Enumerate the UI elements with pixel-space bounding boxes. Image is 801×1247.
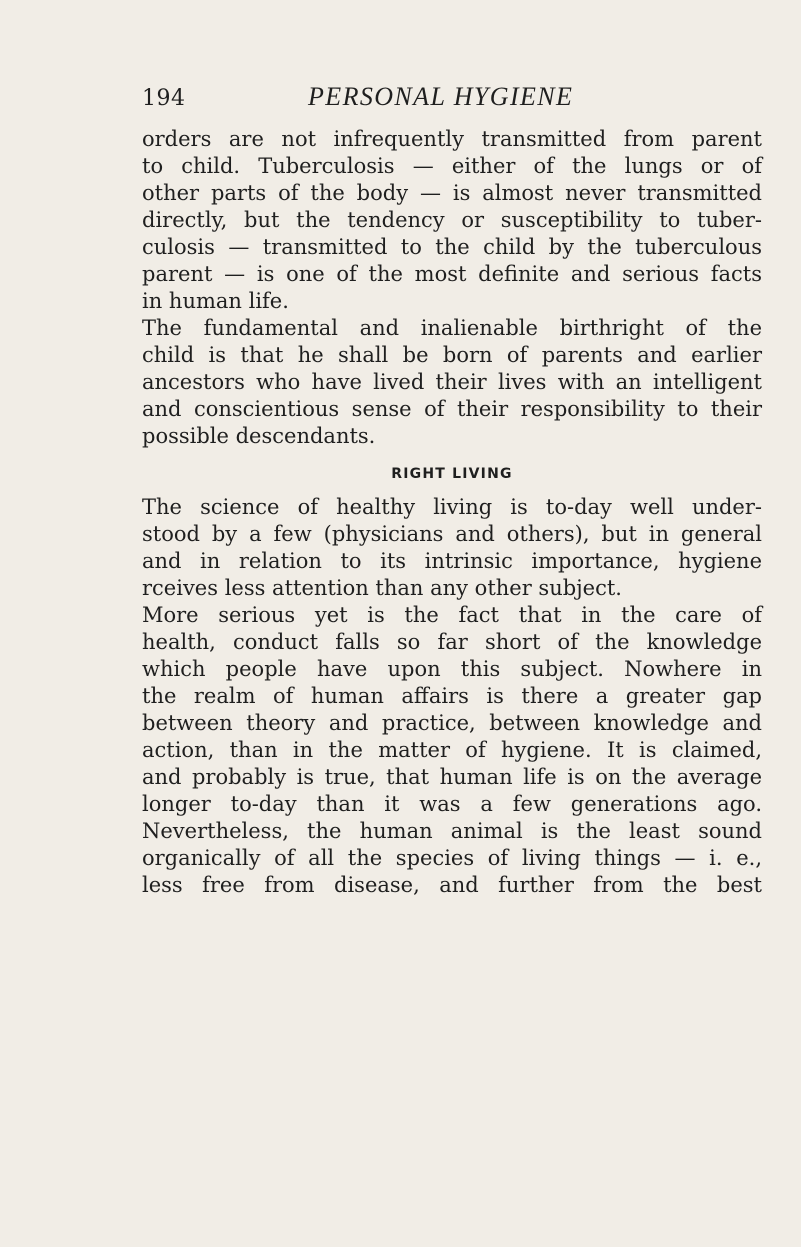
text-line: other parts of the body — is almost never transmitted xyxy=(142,181,762,205)
text-line: to child. Tuberculosis — either of the lungs or of xyxy=(142,154,762,178)
text-line: stood by a few (physicians and others), but in general xyxy=(142,522,762,546)
text-line: and conscientious sense of their responsibility to their xyxy=(142,397,762,421)
text-line: The fundamental and inalienable birthright of the xyxy=(142,316,762,340)
text-line: rceives less attention than any other subject. xyxy=(142,576,622,600)
page-number: 194 xyxy=(142,86,186,111)
text-line: organically of all the species of living things — i. e., xyxy=(142,846,762,870)
text-line: longer to-day than it was a few generations ago. xyxy=(142,792,762,816)
text-line: The science of healthy living is to-day well under- xyxy=(142,495,762,519)
text-line: possible descendants. xyxy=(142,424,376,448)
paragraph-science-of-living xyxy=(142,494,762,602)
paragraph-inheritance xyxy=(142,126,762,315)
text-line: culosis — transmitted to the child by the tuberculous xyxy=(142,235,762,259)
text-line: orders are not infrequently transmitted from parent xyxy=(142,127,762,151)
body-text xyxy=(142,126,762,899)
text-line: More serious yet is the fact that in the care of xyxy=(142,603,762,627)
text-line: health, conduct falls so far short of the knowledge xyxy=(142,630,762,654)
text-line: in human life. xyxy=(142,289,289,313)
section-heading: RIGHT LIVING xyxy=(391,466,513,482)
text-line: Nevertheless, the human animal is the least sound xyxy=(142,819,762,843)
text-line: less free from disease, and further from the best xyxy=(142,873,762,897)
paragraph-theory-and-practice xyxy=(142,602,762,899)
text-line: parent — is one of the most definite and serious facts xyxy=(142,262,762,286)
running-title: PERSONAL HYGIENE xyxy=(308,82,574,111)
text-line: and in relation to its intrinsic importance, hygiene xyxy=(142,549,762,573)
text-line: action, than in the matter of hygiene. It is claimed, xyxy=(142,738,762,762)
text-line: which people have upon this subject. Nowhere in xyxy=(142,657,762,681)
paragraph-birthright xyxy=(142,315,762,450)
text-line: the realm of human affairs is there a greater gap xyxy=(142,684,762,708)
text-line: directly, but the tendency or susceptibility to tuber- xyxy=(142,208,762,232)
text-line: and probably is true, that human life is on the average xyxy=(142,765,762,789)
text-line: ancestors who have lived their lives with an intelligent xyxy=(142,370,762,394)
running-head xyxy=(142,82,762,116)
text-line: between theory and practice, between knowledge and xyxy=(142,711,762,735)
text-line: child is that he shall be born of parents and earlier xyxy=(142,343,762,367)
